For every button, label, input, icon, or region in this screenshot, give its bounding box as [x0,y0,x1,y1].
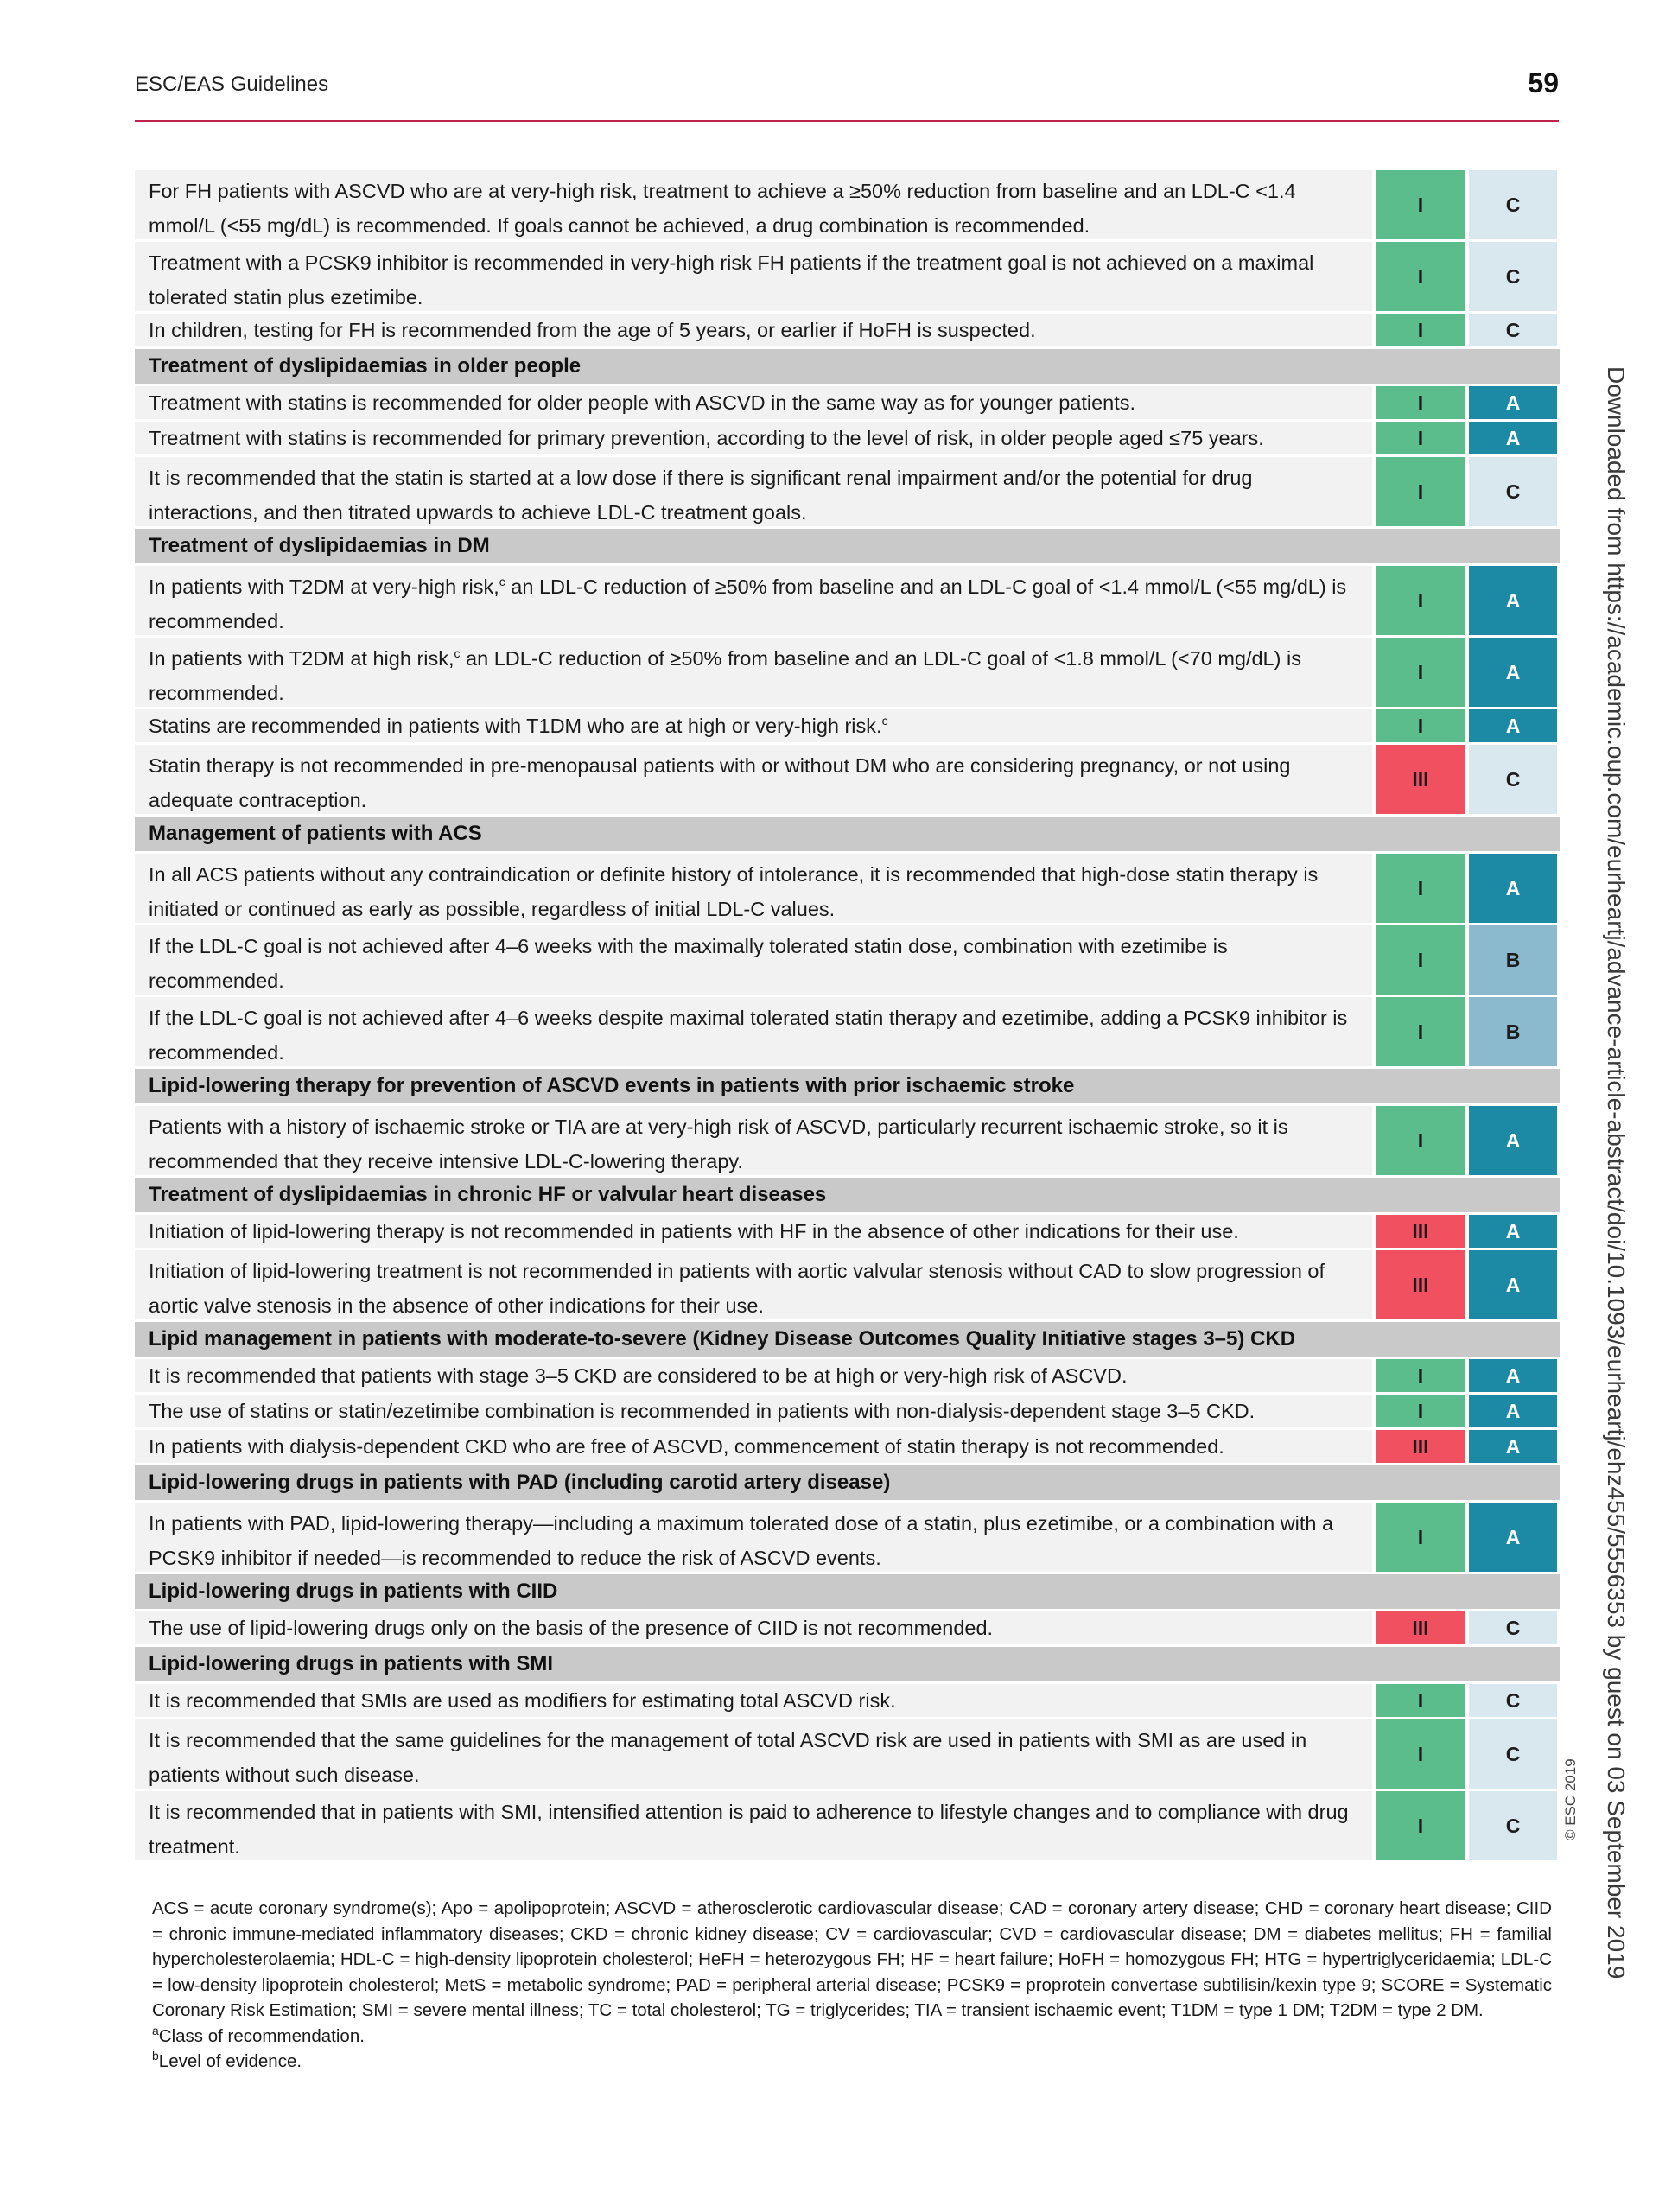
footnote-a-marker: a [152,2023,159,2037]
class-badge: I [1376,925,1465,995]
recommendation-text: It is recommended that the statin is started at a low dose if there is significant renal impairment and/or the potential for drug interactions, and then titrated upwards to achieve LDL-C treatment goals. [135,457,1372,526]
recommendation-row [135,1250,1560,1319]
section-heading: Treatment of dyslipidaemias in older people [135,349,1560,384]
level-badge: A [1469,1215,1557,1248]
section-heading: Lipid-lowering drugs in patients with PAD (including carotid artery disease) [135,1465,1560,1500]
recommendation-row [135,457,1560,526]
recommendation-row [135,1684,1560,1717]
recommendation-text: Treatment with statins is recommended for primary prevention, according to the level of risk, in older people aged ≤75 years. [135,422,1372,454]
level-badge: C [1469,745,1557,814]
level-badge: A [1469,1430,1557,1463]
recommendation-text: It is recommended that patients with stage 3–5 CKD are considered to be at high or very-high risk of ASCVD. [135,1359,1372,1392]
level-badge: C [1469,1684,1557,1717]
abbreviations-note: ACS = acute coronary syndrome(s); Apo = apolipoprotein; ASCVD = atherosclerotic cardiovascular disease; CAD = coronary artery disease; CHD = coronary heart disease; CIID = chronic immune-mediated inflammatory diseases; CKD = chronic kidney disease; CV = cardiovascular; CVD = cardiovascular disease; DM = diabetes mellitus; FH = familial hypercholesterolaemia; HDL-C = high-density lipoprotein cholesterol; HeFH = heterozygous FH; HF = heart failure; HoFH = homozygous FH; HTG = hypertriglyceridaemia; LDL-C = low-density lipoprotein cholesterol; MetS = metabolic syndrome; PAD = peripheral arterial disease; PCSK9 = proprotein convertase subtilisin/kexin type 9; SCORE = Systematic Coronary Risk Estimation; SMI = severe mental illness; TC = total cholesterol; TG = triglycerides; TIA = transient ischaemic event; T1DM = type 1 DM; T2DM = type 2 DM. [152,1898,1552,2020]
level-badge: A [1469,1106,1557,1175]
header-rule [135,120,1559,122]
level-badge: C [1469,314,1557,346]
class-badge: III [1376,1611,1465,1644]
level-badge: A [1469,1250,1557,1319]
recommendation-text-part: Statins are recommended in patients with T1DM who are at high or very-high risk. [149,715,882,737]
level-badge: A [1469,422,1557,454]
copyright-notice [1562,1758,1580,1858]
recommendation-row [135,1395,1560,1427]
level-badge: C [1469,242,1557,311]
class-badge: I [1376,422,1465,454]
class-badge: I [1376,1359,1465,1392]
recommendation-row [135,997,1560,1066]
class-badge: I [1376,854,1465,923]
recommendation-row [135,1719,1560,1789]
recommendation-text: Treatment with a PCSK9 inhibitor is recommended in very-high risk FH patients if the treatment goal is not achieved on a maximal tolerated statin plus ezetimibe. [135,242,1372,311]
recommendation-text: In all ACS patients without any contraindication or definite history of intolerance, it is recommended that high-dose statin therapy is initiated or continued as early as possible, regardless of initial LDL-C values. [135,854,1372,923]
recommendation-text: Initiation of lipid-lowering treatment is not recommended in patients with aortic valvular stenosis without CAD to slow progression of aortic valve stenosis in the absence of other indications for their use. [135,1250,1372,1319]
section-heading: Lipid-lowering drugs in patients with CIID [135,1574,1560,1609]
section-heading: Lipid-lowering therapy for prevention of ASCVD events in patients with prior ischaemic stroke [135,1069,1560,1103]
recommendation-row [135,170,1560,239]
level-badge: A [1469,1503,1557,1572]
recommendation-row [135,1503,1560,1572]
level-badge: C [1469,1611,1557,1644]
footnote-marker: c [454,646,461,661]
recommendation-text: Initiation of lipid-lowering therapy is not recommended in patients with HF in the absence of other indications for their use. [135,1215,1372,1248]
class-badge: I [1376,457,1465,526]
recommendation-text: If the LDL-C goal is not achieved after 4–6 weeks with the maximally tolerated statin dose, combination with ezetimibe is recommended. [135,925,1372,995]
level-badge: C [1469,1719,1557,1789]
level-badge: A [1469,709,1557,742]
recommendation-text: The use of lipid-lowering drugs only on the basis of the presence of CIID is not recommended. [135,1611,1372,1644]
recommendation-row [135,386,1560,419]
class-badge: I [1376,1791,1465,1860]
watermark-text: Downloaded from https://academic.oup.com/eurheartj/advance-article-abstract/doi/10.1093/eurheartj/ehz455/5556353 by guest on 03 September 2019 [1603,366,1630,1980]
level-badge: A [1469,1359,1557,1392]
footnote-a-text: Class of recommendation. [158,2025,365,2046]
recommendation-row [135,1106,1560,1175]
recommendation-text [135,709,1372,742]
recommendation-text: The use of statins or statin/ezetimibe combination is recommended in patients with non-dialysis-dependent stage 3–5 CKD. [135,1395,1372,1427]
class-badge: III [1376,1250,1465,1319]
recommendation-text-part: In patients with T2DM at very-high risk, [149,575,499,598]
section-heading: Treatment of dyslipidaemias in DM [135,529,1560,563]
recommendation-text [135,638,1372,707]
recommendation-text: It is recommended that in patients with SMI, intensified attention is paid to adherence to lifestyle changes and to compliance with drug treatment. [135,1791,1372,1860]
level-badge: C [1469,1791,1557,1860]
recommendation-row [135,745,1560,814]
recommendation-text [135,566,1372,635]
level-badge: A [1469,386,1557,419]
footnote-b-text: Level of evidence. [158,2051,302,2071]
recommendation-row [135,1611,1560,1644]
recommendation-row [135,1215,1560,1248]
recommendation-row [135,1791,1560,1860]
recommendation-text: In patients with PAD, lipid-lowering therapy—including a maximum tolerated dose of a statin, plus ezetimibe, or a combination with a PCSK9 inhibitor if needed—is recommended to reduce the risk of ASCVD events. [135,1503,1372,1572]
class-badge: I [1376,386,1465,419]
recommendation-text: It is recommended that the same guidelines for the management of total ASCVD risk are used in patients with SMI as are used in patients without such disease. [135,1719,1372,1789]
class-badge: I [1376,314,1465,346]
page-number: 59 [1528,67,1559,99]
level-badge: C [1469,457,1557,526]
running-title: ESC/EAS Guidelines [135,73,329,96]
class-badge: I [1376,1503,1465,1572]
class-badge: I [1376,1106,1465,1175]
recommendation-text-part: an LDL-C reduction of ≥50% from baseline and an LDL-C goal of <1.8 mmol/L (<70 mg/dL) is recommended. [149,647,1301,704]
recommendation-row [135,242,1560,311]
section-heading: Lipid-lowering drugs in patients with SMI [135,1647,1560,1681]
section-heading: Management of patients with ACS [135,817,1560,851]
level-badge: A [1469,566,1557,635]
running-head [135,67,1559,102]
class-badge: I [1376,1395,1465,1427]
recommendation-text: In patients with dialysis-dependent CKD who are free of ASCVD, commencement of statin therapy is not recommended. [135,1430,1372,1463]
class-badge: I [1376,638,1465,707]
recommendation-row [135,638,1560,707]
recommendation-row [135,1430,1560,1463]
recommendation-row [135,422,1560,454]
table-footnotes [152,1896,1552,2075]
recommendation-text: Patients with a history of ischaemic stroke or TIA are at very-high risk of ASCVD, particularly recurrent ischaemic stroke, so it is recommended that they receive intensive LDL-C-lowering therapy. [135,1106,1372,1175]
class-badge: III [1376,1215,1465,1248]
class-badge: III [1376,1430,1465,1463]
recommendation-row [135,1359,1560,1392]
footnote-marker: c [499,575,505,589]
level-badge: B [1469,925,1557,995]
level-badge: B [1469,997,1557,1066]
level-badge: A [1469,1395,1557,1427]
recommendation-text: If the LDL-C goal is not achieved after 4–6 weeks despite maximal tolerated statin therapy and ezetimibe, adding a PCSK9 inhibitor is recommended. [135,997,1372,1066]
level-badge: C [1469,170,1557,239]
recommendation-text: Treatment with statins is recommended for older people with ASCVD in the same way as for younger patients. [135,386,1372,419]
class-badge: I [1376,170,1465,239]
copyright-text: © ESC 2019 [1562,1758,1579,1840]
recommendation-text: For FH patients with ASCVD who are at very-high risk, treatment to achieve a ≥50% reduction from baseline and an LDL-C <1.4 mmol/L (<55 mg/dL) is recommended. If goals cannot be achieved, a drug combination is recommended. [135,170,1372,239]
footnote-a [152,2024,1552,2050]
class-badge: I [1376,566,1465,635]
recommendation-text-part: In patients with T2DM at high risk, [149,647,454,670]
recommendation-text-part: an LDL-C reduction of ≥50% from baseline and an LDL-C goal of <1.4 mmol/L (<55 mg/dL) is recommended. [149,575,1347,632]
class-badge: I [1376,1719,1465,1789]
recommendations-table [135,170,1560,1863]
footnote-marker: c [881,714,888,728]
recommendation-row [135,925,1560,995]
recommendation-row [135,566,1560,635]
level-badge: A [1469,638,1557,707]
footnote-b [152,2049,1552,2075]
recommendation-row [135,709,1560,742]
recommendation-text: In children, testing for FH is recommended from the age of 5 years, or earlier if HoFH is suspected. [135,314,1372,346]
class-badge: III [1376,745,1465,814]
section-heading: Treatment of dyslipidaemias in chronic HF or valvular heart diseases [135,1178,1560,1212]
recommendation-row [135,854,1560,923]
class-badge: I [1376,1684,1465,1717]
download-watermark [1603,366,1656,1980]
class-badge: I [1376,242,1465,311]
section-heading: Lipid management in patients with moderate-to-severe (Kidney Disease Outcomes Quality Initiative stages 3–5) CKD [135,1322,1560,1357]
recommendation-row [135,314,1560,346]
class-badge: I [1376,709,1465,742]
footnote-b-marker: b [152,2049,159,2063]
class-badge: I [1376,997,1465,1066]
recommendation-text: It is recommended that SMIs are used as modifiers for estimating total ASCVD risk. [135,1684,1372,1717]
level-badge: A [1469,854,1557,923]
recommendation-text: Statin therapy is not recommended in pre-menopausal patients with or without DM who are considering pregnancy, or not using adequate contraception. [135,745,1372,814]
